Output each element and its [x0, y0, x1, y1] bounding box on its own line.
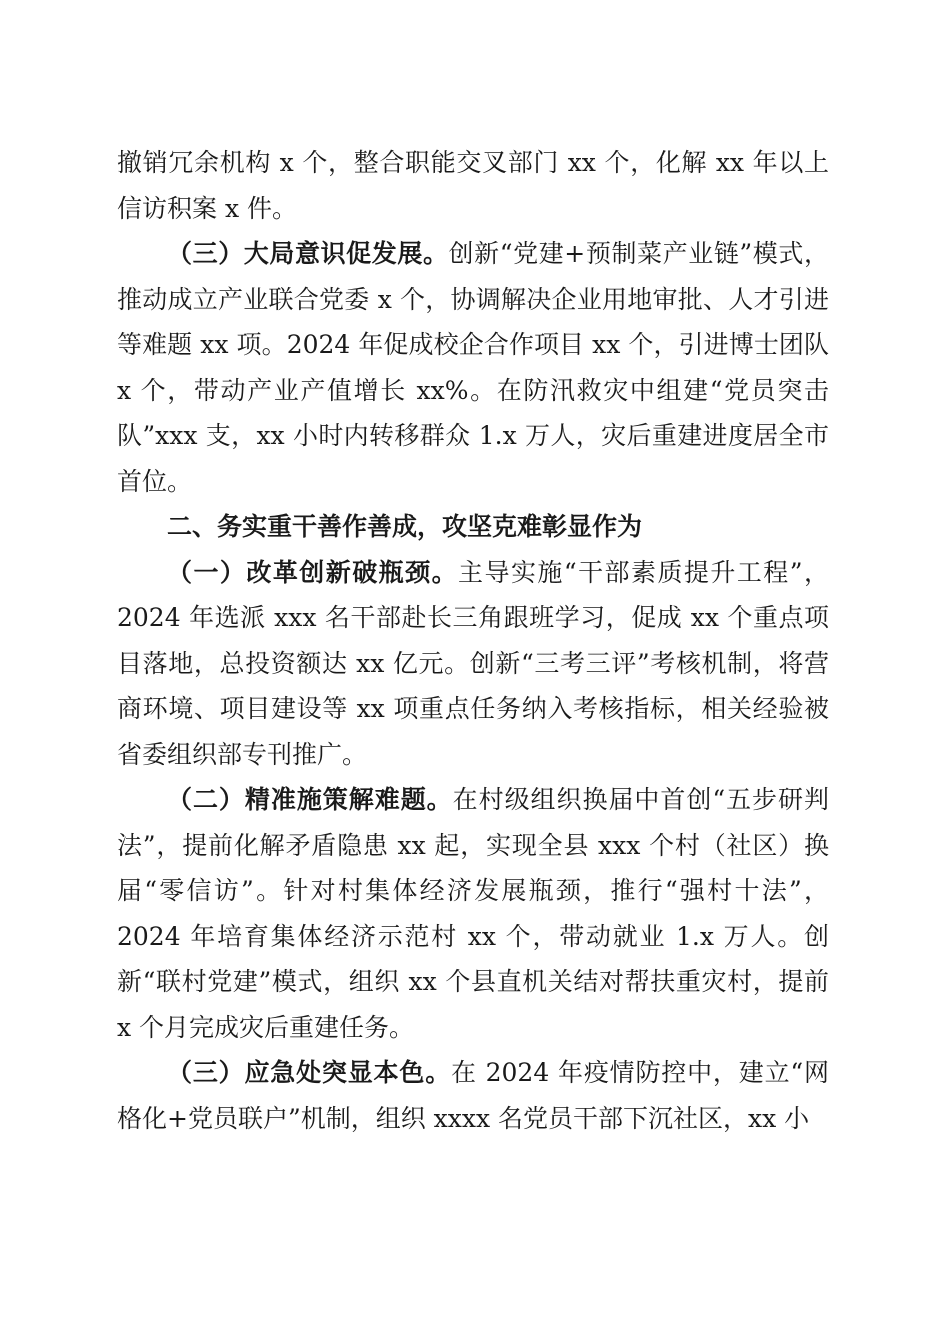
- paragraph-overall-awareness: [117, 231, 829, 504]
- paragraph-text: 主导实施“干部素质提升工程”，2024 年选派 xxx 名干部赴长三角跟班学习，促成 xx 个重点项目落地，总投资额达 xx 亿元。创新“三考三评”考核机制，将营商环境、项目建设等 xx 项重点任务纳入考核指标，相关经验被省委组织部专刊推广。: [117, 557, 829, 769]
- paragraph-reform-innovation: [117, 550, 829, 778]
- paragraph-text: 撤销冗余机构 x 个，整合职能交叉部门 xx 个，化解 xx 年以上信访积案 x 件。: [117, 148, 829, 223]
- paragraph-text: 创新“党建+预制菜产业链”模式，推动成立产业联合党委 x 个，协调解决企业用地审批、人才引进等难题 xx 项。2024 年促成校企合作项目 xx 个，引进博士团队 x 个，带动产业产值增长 xx%。在防汛救灾中组建“党员突击队”xxx 支，xx 小时内转移群众 1.x 万人，灾后重建进度居全市首位。: [117, 239, 829, 496]
- section-heading: 二、务实重干善作善成，攻坚克难彰显作为: [167, 512, 643, 541]
- paragraph-continued: [117, 140, 829, 231]
- paragraph-text: 在村级组织换届中首创“五步研判法”，提前化解矛盾隐患 xx 起，实现全县 xxx 个村（社区）换届“零信访”。针对村集体经济发展瓶颈，推行“强村十法”，2024 年培育集体经济示范村 xx 个，带动就业 1.x 万人。创新“联村党建”模式，组织 xx 个县直机关结对帮扶重灾村，提前 x 个月完成灾后重建任务。: [117, 785, 829, 1042]
- paragraph-lead: （二）精准施策解难题。: [167, 785, 453, 814]
- paragraph-text: 在 2024 年疫情防控中，建立“网格化+党员联户”机制，组织 xxxx 名党员干部下沉社区，xx 小: [117, 1058, 829, 1133]
- paragraph-lead: （一）改革创新破瓶颈。: [167, 557, 459, 587]
- paragraph-emergency-response: [117, 1050, 829, 1141]
- paragraph-precise-policy: [117, 777, 829, 1050]
- paragraph-lead: （三）大局意识促发展。: [167, 239, 449, 268]
- paragraph-lead: （三）应急处突显本色。: [167, 1058, 452, 1087]
- document-page: [117, 140, 829, 1141]
